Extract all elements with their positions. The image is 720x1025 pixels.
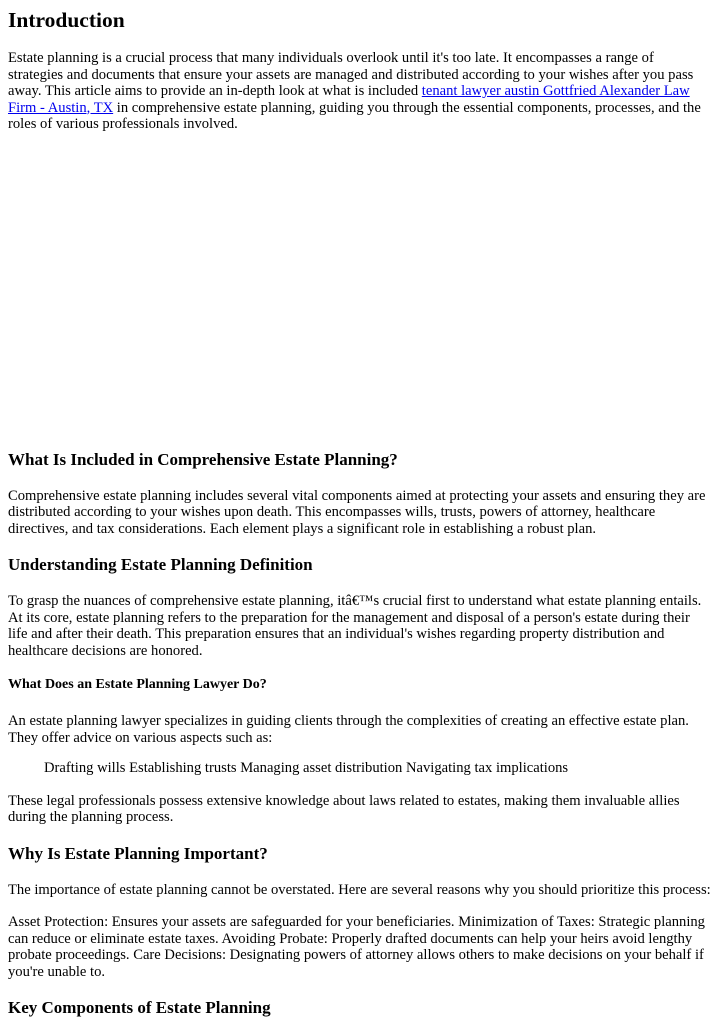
definition-paragraph: To grasp the nuances of comprehensive estate planning, itâ€™s crucial first to understand what estate planning entails. At its core, estate planning refers to the preparation for the management and disposal of a person's estate during their life and after their death. This preparation ensures that an individual's wishes regarding property distribution and healthcare decisions are honored. (8, 593, 702, 659)
introduction-heading: Introduction (8, 8, 125, 32)
intro-text-after-link: in comprehensive estate planning, guiding you through the essential components, processes, and the roles of various professionals involved. (8, 99, 701, 132)
intro-text-before-link: Estate planning is a crucial process that many individuals overlook until it's too late. It encompasses a range of strategies and documents that ensure your assets are managed and distributed according to your wishes after you pass away. This article aims to provide an in-depth look at what is included (8, 50, 694, 99)
importance-paragraph: The importance of estate planning cannot be overstated. Here are several reasons why you should prioritize this process: (8, 881, 711, 898)
introduction-paragraph (8, 50, 712, 133)
definition-heading: Understanding Estate Planning Definition (8, 555, 313, 574)
lawyer-services-list: Drafting wills Establishing trusts Managing asset distribution Navigating tax implications (44, 760, 569, 776)
importance-heading: Why Is Estate Planning Important? (8, 843, 268, 863)
article (0, 8, 720, 1018)
lawyer-heading: What Does an Estate Planning Lawyer Do? (8, 677, 267, 692)
blank-embed-area (8, 133, 712, 450)
lawyer-followup-paragraph: These legal professionals possess extensive knowledge about laws related to estates, making them invaluable allies during the planning process. (8, 792, 680, 825)
components-heading: Key Components of Estate Planning (8, 998, 271, 1017)
importance-reasons: Asset Protection: Ensures your assets are safeguarded for your beneficiaries. Minimization of Taxes: Strategic planning can reduce or eliminate estate taxes. Avoiding Probate: Properly drafted documents can help your heirs avoid lengthy probate proceedings. Care Decisions: Designating powers of attorney allows others to make decisions on your behalf if you're unable to. (8, 914, 705, 980)
law-firm-link[interactable]: tenant lawyer austin Gottfried Alexander Law Firm - Austin, TX (8, 83, 690, 116)
lawyer-paragraph: An estate planning lawyer specializes in guiding clients through the complexities of creating an effective estate plan. They offer advice on various aspects such as: (8, 713, 689, 746)
included-paragraph: Comprehensive estate planning includes several vital components aimed at protecting your assets and ensuring they are distributed according to your wishes upon death. This encompasses wills, trusts, powers of attorney, healthcare directives, and tax considerations. Each element plays a significant role in establishing a robust plan. (8, 487, 706, 537)
included-heading: What Is Included in Comprehensive Estate Planning? (8, 449, 398, 469)
